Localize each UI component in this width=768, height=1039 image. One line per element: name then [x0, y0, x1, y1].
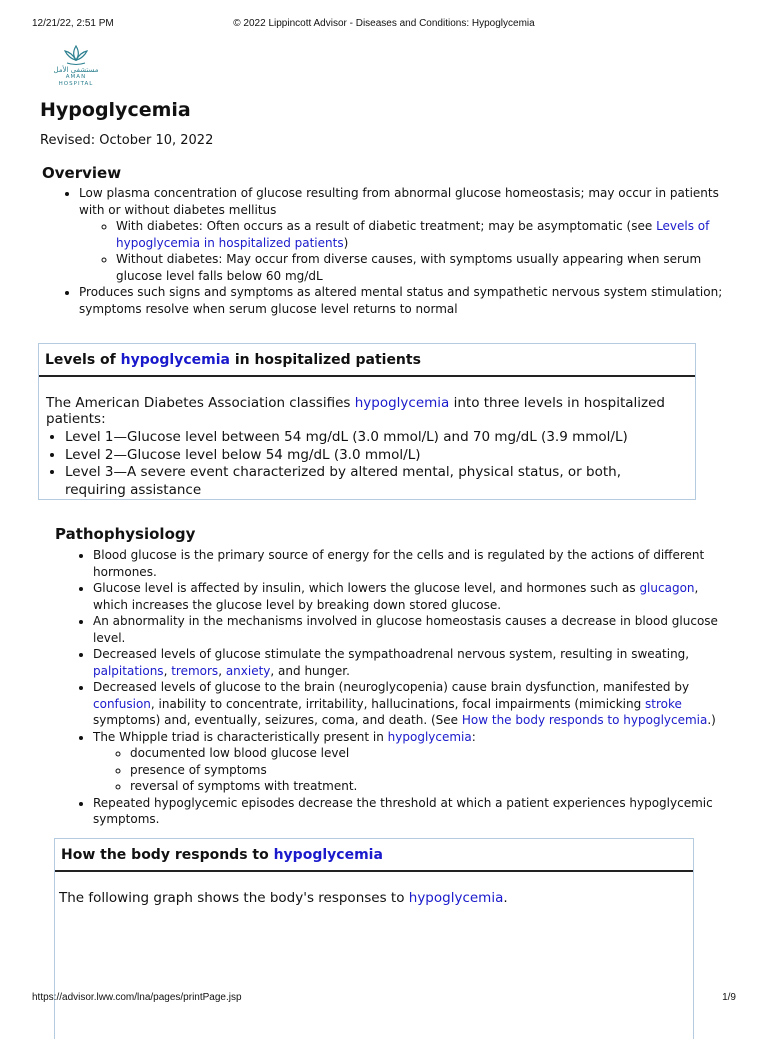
hypoglycemia-link[interactable]: hypoglycemia — [120, 352, 230, 368]
body-responds-link[interactable]: How the body responds to hypoglycemia — [461, 713, 708, 727]
list-item — [93, 679, 733, 729]
anxiety-link[interactable]: anxiety — [225, 663, 271, 678]
levels-list — [65, 429, 685, 499]
list-item — [93, 646, 733, 679]
title-text: Levels of — [45, 352, 121, 368]
list-text: symptoms) and, eventually, seizures, coma, and death. (See — [93, 713, 462, 727]
list-item — [93, 580, 733, 613]
logo-english-text: AMAN HOSPITAL — [58, 74, 94, 87]
glucagon-link[interactable]: glucagon — [639, 581, 695, 595]
hypoglycemia-link[interactable]: hypoglycemia — [387, 729, 472, 744]
list-text: Decreased levels of glucose to the brain (neuroglycopenia) cause brain dysfunction, manifested by — [93, 680, 690, 694]
tremors-link[interactable]: tremors — [171, 663, 219, 678]
hypoglycemia-link[interactable]: hypoglycemia — [273, 847, 383, 863]
list-item — [93, 729, 733, 795]
levels-box-header — [39, 344, 695, 377]
intro-text: The following graph shows the body's responses to — [59, 890, 409, 906]
title-text: in hospitalized patients — [229, 352, 421, 368]
overview-bullet-1: Low plasma concentration of glucose resulting from abnormal glucose homeostasis; may occur in patients with or without diabetes mellitus — [79, 186, 719, 217]
list-text: Glucose level is affected by insulin, which lowers the glucose level, and hormones such as — [93, 581, 640, 595]
body-response-box — [54, 838, 694, 1039]
hypoglycemia-link[interactable]: hypoglycemia — [354, 395, 450, 411]
list-item — [79, 284, 733, 317]
list-text: With diabetes: Often occurs as a result of diabetic treatment; may be asymptomatic (see — [116, 219, 657, 233]
revised-date: Revised: October 10, 2022 — [40, 133, 214, 148]
overview-heading: Overview — [42, 164, 122, 182]
overview-bullet-2: Produces such signs and symptoms as altered mental status and sympathetic nervous system stimulation; symptoms resolve when serum glucose level returns to normal — [79, 285, 723, 316]
list-text: , which increases the glucose level by breaking down stored glucose. — [93, 581, 699, 612]
pathophysiology-list — [93, 547, 733, 828]
palpitations-link[interactable]: palpitations — [93, 663, 164, 678]
list-item: • An abnormality in the mechanisms involved in glucose homeostasis causes a decrease in blood glucose level. — [93, 613, 733, 646]
list-item: • Level 2—Glucose level below 54 mg/dL (3.0 mmol/L) — [65, 447, 685, 465]
list-text: The Whipple triad is characteristically present in — [93, 729, 388, 744]
stroke-link[interactable]: stroke — [645, 696, 682, 711]
overview-list — [79, 185, 733, 317]
list-item: • Level 1—Glucose level between 54 mg/dL (3.0 mmol/L) and 70 mg/dL (3.9 mmol/L) — [65, 429, 685, 447]
list-text: : — [471, 729, 476, 744]
list-item: ◦ reversal of symptoms with treatment. — [130, 778, 733, 795]
list-text: .) — [707, 713, 716, 727]
hospital-logo — [48, 44, 104, 92]
lotus-icon — [61, 44, 91, 66]
body-response-intro — [59, 890, 508, 906]
list-text: , inability to concentrate, irritability, hallucinations, focal impairments (mimicking — [150, 696, 646, 711]
list-text: ) — [343, 235, 349, 250]
levels-intro — [46, 395, 695, 427]
levels-box-title — [45, 352, 421, 368]
list-item: • Level 3—A severe event characterized by altered mental, physical status, or both, requiring assistance — [65, 464, 685, 499]
list-item — [79, 185, 733, 284]
overview-sublist — [79, 218, 733, 284]
levels-table-link[interactable]: Levels of hypoglycemia in hospitalized patients — [116, 219, 710, 250]
list-text: , and hunger. — [270, 663, 350, 678]
list-item: • Repeated hypoglycemic episodes decrease the threshold at which a patient experiences hypoglycemic symptoms. — [93, 795, 733, 828]
list-item: • Blood glucose is the primary source of energy for the cells and is regulated by the actions of different hormones. — [93, 547, 733, 580]
body-response-box-header — [55, 839, 693, 872]
confusion-link[interactable]: confusion — [93, 696, 151, 711]
intro-text: The American Diabetes Association classifies — [46, 395, 355, 411]
body-response-box-title — [61, 847, 383, 863]
hypoglycemia-link[interactable]: hypoglycemia — [408, 890, 504, 906]
list-text: , — [163, 663, 172, 678]
list-item: ◦ documented low blood glucose level — [130, 745, 733, 762]
levels-box — [38, 343, 696, 500]
pathophysiology-heading: Pathophysiology — [55, 525, 196, 543]
list-text: , — [218, 663, 226, 678]
logo-arabic-text: مستشفى الأمل — [53, 66, 99, 74]
print-header-title: © 2022 Lippincott Advisor - Diseases and Conditions: Hypoglycemia — [233, 18, 535, 29]
list-text: Without diabetes: May occur from diverse causes, with symptoms usually appearing when serum glucose level falls below 60 mg/dL — [116, 252, 702, 283]
list-text: Decreased levels of glucose stimulate the sympathoadrenal nervous system, resulting in sweating, — [93, 647, 690, 661]
print-footer-url: https://advisor.lww.com/lna/pages/printPage.jsp — [32, 992, 242, 1003]
intro-text: into three levels in hospitalized patients: — [46, 395, 665, 427]
intro-text: . — [503, 890, 508, 906]
list-item — [116, 251, 733, 284]
list-item: ◦ presence of symptoms — [130, 762, 733, 779]
list-item — [116, 218, 733, 251]
title-text: How the body responds to — [61, 847, 274, 863]
page-title: Hypoglycemia — [40, 99, 191, 121]
print-datetime: 12/21/22, 2:51 PM — [32, 18, 114, 29]
page-number: 1/9 — [722, 992, 736, 1003]
whipple-triad-list — [93, 745, 733, 795]
